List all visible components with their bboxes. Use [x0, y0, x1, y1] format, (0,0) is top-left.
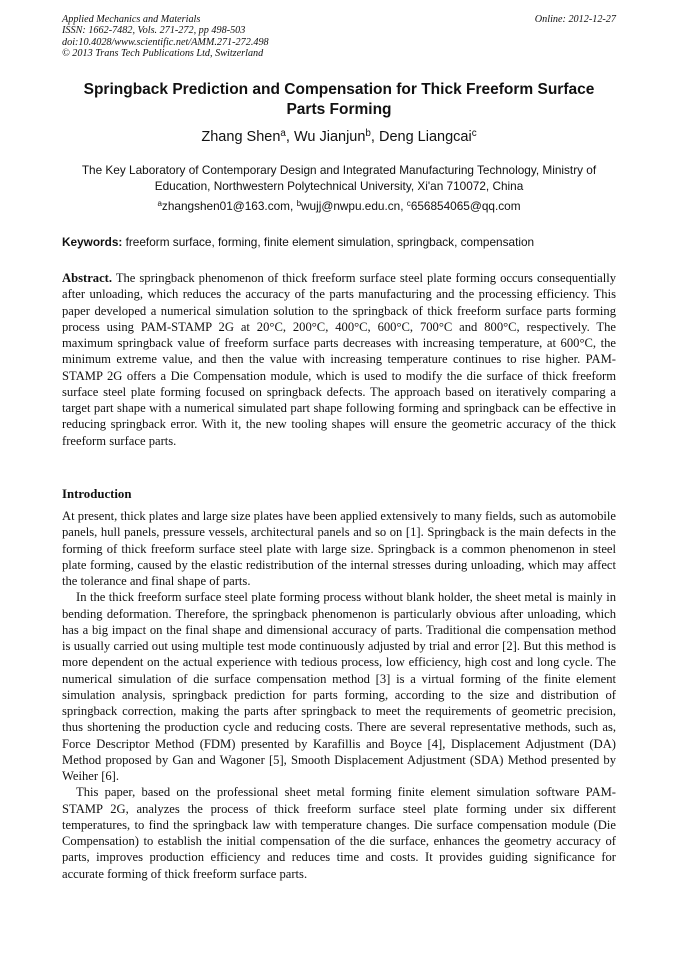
- abstract-label: Abstract.: [62, 271, 113, 285]
- journal-header: [62, 14, 616, 60]
- author-separator: ,: [285, 129, 294, 145]
- author-name: Zhang Shen: [201, 129, 281, 145]
- email-marker: a: [157, 199, 162, 208]
- author-marker: a: [280, 128, 286, 140]
- email-address: wujj@nwpu.edu.cn: [301, 199, 401, 213]
- author-list: [62, 128, 616, 146]
- intro-paragraph-2: In the thick freeform surface steel plate forming process without blank holder, the sheet metal is mainly in bending deformation. Therefore, the springback phenomenon is particularly obvious after unloading, which has a big impact on the final shape and dimensional accuracy of parts. Traditional die compensation method is usually carried out using multiple test mode continuously adjusted by trial and error [2]. But this method is more dependent on the actual experience with tedious process, low efficiency, high cost and long cycle. The numerical simulation of die surface compensation method [3] is a virtual forming of the finite element simulation analysis, springback prediction for parts forming, according to the size and distribution of springback correction, making the parts after springback to meet the requirements of geometric precision, thus shortening the production cycle and reducing costs. There are several representative methods, such as, Force Descriptor Method (FDM) presented by Karafillis and Boyce [4], Displacement Adjustment (DA) Method proposed by Gan and Wagoner [5], Smooth Displacement Adjustment (SDA) Method presented by Weiher [6].: [62, 590, 616, 783]
- keywords-line: [62, 234, 616, 250]
- email-marker: b: [296, 199, 302, 208]
- intro-paragraph-1: At present, thick plates and large size plates have been applied extensively to many fields, such as automobile panels, hull panels, pressure vessels, architectural panels and so on [1]. Springback is the main defects in the forming of thick freeform surface steel plate with large size. Springback is a common phenomenon in steel plate forming, caused by the elastic redistribution of the internal stresses during unloading, which may affect the tolerance and final shape of parts.: [62, 509, 616, 588]
- paper-title: [62, 80, 616, 120]
- title-line-1: Springback Prediction and Compensation for Thick Freeform Surface: [83, 81, 595, 98]
- author-marker: c: [471, 128, 477, 140]
- doi-line: doi:10.4028/www.scientific.net/AMM.271-272.498: [62, 36, 269, 48]
- introduction-heading: Introduction: [62, 487, 132, 501]
- keywords-text: freeform surface, forming, finite element simulation, springback, compensation: [125, 235, 535, 249]
- affiliation: The Key Laboratory of Contemporary Design and Integrated Manufacturing Technology, Ministry of Education, Northwestern Polytechnical University, Xi'an 710072, China: [81, 163, 597, 193]
- intro-paragraph-3: This paper, based on the professional sheet metal forming finite element simulation software PAM-STAMP 2G, analyzes the process of thick freeform surface steel plate forming under six different temperatures, to find the springback law with temperature changes. Die surface compensation module (Die Compensation) to establish the initial compensation of the die surface, enhances the geometry accuracy of parts, improves production efficiency and reduces time and costs. It provides guiding significance for accurate forming of thick freeform surface parts.: [62, 785, 616, 881]
- email-address: 656854065@qq.com: [410, 199, 521, 213]
- author-separator: ,: [370, 129, 379, 145]
- abstract-text: The springback phenomenon of thick freeform surface steel plate forming occurs consequentially after unloading, which reduces the accuracy of the parts manufacturing and the processing efficiency. This paper developed a numerical simulation solution to the springback of thick freeform surface parts forming process using PAM-STAMP 2G at 20°C, 200°C, 400°C, 600°C, 700°C and 800°C, respectively. The maximum springback value of freeform surface parts decreases with increasing temperature, at 600°C, the minimum extreme value, and then the value with increasing temperature continues to rise higher. PAM-STAMP 2G offers a Die Compensation module, which is used to modify the die surface of thick freeform surface steel plate forming focused on springback defects. The approach based on iteratively comparing a target part shape with a numerical simulated part shape following forming and springback can be effective in reducing springback error. With it, the new tooling shapes will ensure the geometric accuracy of the thick freeform surface parts.: [62, 271, 616, 448]
- email-separator: ,: [400, 199, 407, 213]
- author-name: Deng Liangcai: [378, 129, 472, 145]
- introduction-body: [62, 508, 616, 882]
- author-marker: b: [365, 128, 371, 140]
- email-separator: ,: [290, 199, 297, 213]
- abstract-paragraph: [62, 270, 616, 449]
- online-date: Online: 2012-12-27: [534, 14, 616, 25]
- issn-line: ISSN: 1662-7482, Vols. 271-272, pp 498-503: [62, 25, 246, 37]
- keywords-label: Keywords:: [62, 235, 123, 249]
- email-marker: c: [406, 199, 411, 208]
- copyright-line: © 2013 Trans Tech Publications Ltd, Switzerland: [62, 48, 264, 60]
- title-line-2: Parts Forming: [286, 101, 392, 118]
- journal-name: Applied Mechanics and Materials: [62, 14, 201, 25]
- email-address: zhangshen01@163.com: [161, 199, 290, 213]
- author-name: Wu Jianjun: [293, 129, 366, 145]
- email-list: [62, 198, 616, 214]
